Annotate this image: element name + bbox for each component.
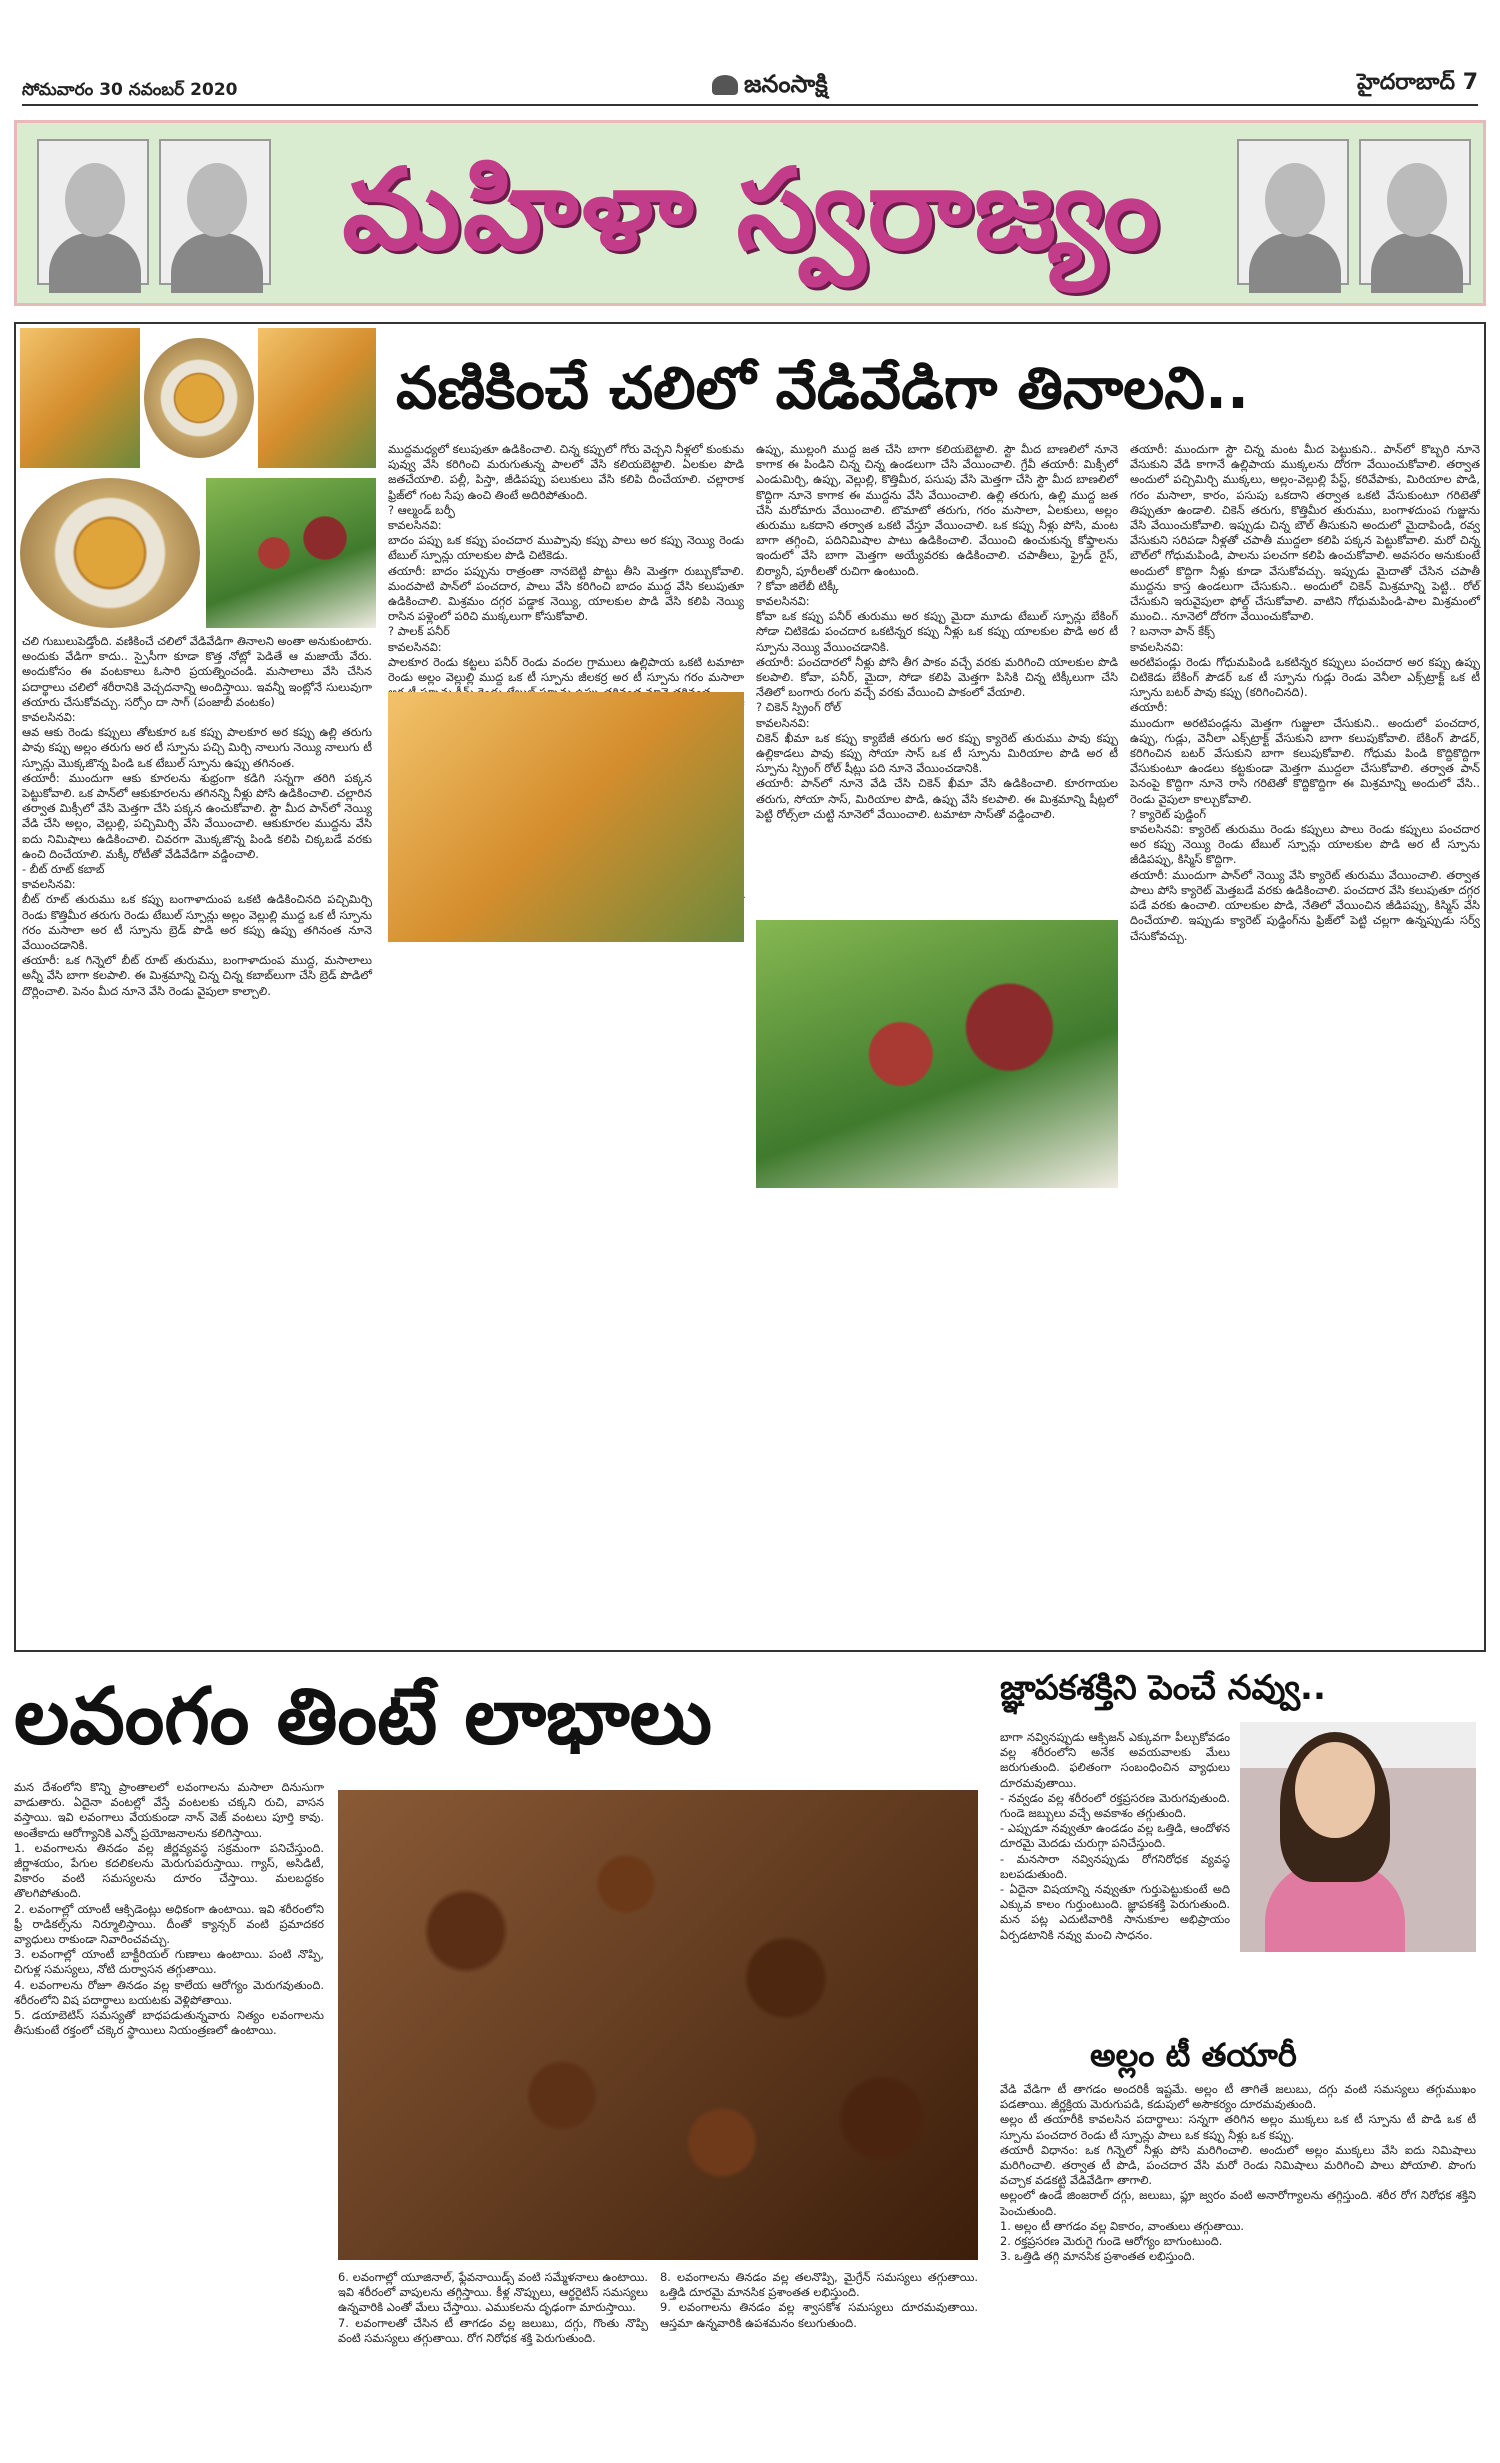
recipe-photo-kebab-salad [756,920,1118,1188]
article-column-3: ఉప్పు, ముల్లంగి ముద్ద జత చేసి బాగా కలియబెట్టాలి. స్టౌ మీద బాణలిలో నూనె కాగాక ఈ పిండిని చిన్న చిన్న ఉండలుగా చేసి వేయించాలి. గ్రేవీ తయారీ: మిక్సీలో ఎండుమిర్చి, ఉప్పు, వెల్లుల్లి, కొత్తిమీర, పసుపు వేసి మెత్తగా చేసి స్టౌ మీద బాణలిలో కొద్దిగా నూనె కాగాక ఈ ముద్దను వేసి వేయించాలి. ఉల్లి తరుగు, ఉల్లి ముద్ద జత చేసి మరోమారు వేయించాలి. టొమాటో తరుగు, గరం మసాలా, ఏలకులు, అల్లం తురుము ఒకదాని తర్వాత ఒకటి వేస్తూ వేయించాలి. ఒక కప్పు నీళ్లు పోసి, మంట బాగా తగ్గించి, పదినిమిషాల పాటు ఉడికించాలి. వేయించి ఉంచుకున్న కోఫ్తాలను ఇందులో వేసి బాగా మెత్తగా అయ్యేవరకు ఉడికించాలి. చపాతీలు, ఫ్రైడ్ రైస్, బిర్యానీ, పూరీలతో రుచిగా ఉంటుంది. ? కోవా జిలేబీ టిక్కీ కావలసినవి: కోవా ఒక కప్పు పనీర్ తురుము అర కప్పు మైదా మూడు టేబుల్ స్పూన్లు బేకింగ్ సోడా చిటికెడు పంచదార ఒకటిన్నర కప్పు నీళ్లు ఒక కప్పు యాలకుల పొడి అర టీ స్పూను నెయ్యి వేయించడానికి. తయారీ: పంచదారలో నీళ్లు పోసి తీగ పాకం వచ్చే వరకు మరిగించి యాలకుల పొడి కలపాలి. కోవా, పనీర్, మైదా, సోడా కలిపి మెత్తగా పిసికి చిన్న టిక్కీలుగా చేసి నేతిలో బంగారు రంగు వచ్చే వరకు వేయించి పాకంలో వేయాలి. ? చికెన్ స్ప్రింగ్ రోల్ కావలసినవి: చికెన్ ఖీమా ఒక కప్పు క్యాబేజీ తరుగు అర కప్పు క్యారెట్ తురుము పావు కప్పు ఉల్లికాడలు పావు కప్పు సోయా సాస్ ఒక టీ స్పూను మిరియాల పొడి అర టీ స్పూను స్ప్రింగ్ రోల్ షీట్లు పది నూనె వేయించడానికి. తయారీ: పాన్‌లో నూనె వేడి చేసి చికెన్ ఖీమా వేసి ఉడికించాలి. కూరగాయల తరుగు, సోయా సాస్, మిరియాల పొడి, ఉప్పు వేసి కలపాలి. ఈ మిశ్రమాన్ని షీట్లలో పెట్టి రోల్స్‌లా చుట్టి నూనెలో వేయించాలి. టమాటా సాస్‌తో వడ్డించాలి. [756,442,1118,821]
article-laughter-headline: జ్ఞాపకశక్తిని పెంచే నవ్వు.. [1000,1668,1326,1708]
article-column-2-text: ముద్దమధ్యలో కలుపుతూ ఉడికించాలి. చిన్న కప్పులో గోరు వెచ్చని నీళ్లలో కుంకుమ పువ్వు వేసి కరిగించి మరుగుతున్న పాలలో వేసి కలియబెట్టాలి. ఏలకుల పొడి జతచేయాలి. పల్లీ, పిస్తా, జీడిపప్పు పలుకులు వేసి కలిపి దించేయాలి. చల్లారాక ఫ్రిజ్‌లో గంట సేపు ఉంచి తింటే అదిరిపోతుంది. ? ఆల్మండ్ బర్ఫీ కావలసినవి: బాదం పప్పు ఒక కప్పు పంచదార ముప్పావు కప్పు పాలు అర కప్పు నెయ్యి రెండు టేబుల్ స్పూన్లు యాలకుల పొడి చిటికెడు. తయారీ: బాదం పప్పును రాత్రంతా నానబెట్టి పొట్టు తీసి మెత్తగా రుబ్బుకోవాలి. మందపాటి పాన్‌లో పంచదార, పాలు వేసి కరిగించి బాదం ముద్ద వేసి కలుపుతూ ఉడికించాలి. మిశ్రమం దగ్గర పడ్డాక నెయ్యి, యాలకుల పొడి వేసి కలిపి నెయ్యి రాసిన పళ్లెంలో పరిచి ముక్కలుగా కోసుకోవాలి. ? పాలక్ పనీర్ కావలసినవి: పాలకూర రెండు కట్టలు పనీర్ రెండు వందల గ్రాములు ఉల్లిపాయ ఒకటి టమాటా రెండు అల్లం వెల్లుల్లి ముద్ద ఒక టీ స్పూను జీలకర్ర అర టీ స్పూను గరం మసాలా [388,442,744,685]
article-clove-headline: లవంగం తింటే లాభాలు [14,1672,712,1762]
article-column-1: చలి గుబులుపెడ్తోంది. వణికించే చలిలో వేడివేడిగా తినాలని అంతా అనుకుంటారు. అందుకు వేడిగా కాదు.. స్పైసీగా కూడా కొత్త నోట్లో పెడితే ఆ మజాయే వేరు. అందుకోసం ఈ వంటకాలు ఓసారి ప్రయత్నించండి. మసాలాలు వేసి చేసిన పదార్థాలు చలిలో శరీరానికి వెచ్చదనాన్ని అందిస్తాయి. ఇవన్నీ ఇంట్లోనే సులువుగా తయారు చేసుకోవచ్చు. సర్సోం దా సాగ్ (పంజాబీ వంటకం) కావలసినవి: ఆవ ఆకు రెండు కప్పులు తోటకూర ఒక కప్పు పాలకూర అర కప్పు ఉల్లి తరుగు పావు కప్పు అల్లం తరుగు అర టీ స్పూను పచ్చి మిర్చి నాలుగు నెయ్యి నాలుగు టీ స్పూన్లు మొక్కజొన్న పిండి ఒక టేబుల్ స్పూను ఉప్పు తగినంత. తయారీ: ముందుగా ఆకు కూరలను శుభ్రంగా కడిగి సన్నగా తరిగి పక్కన పెట్టుకోవాలి. ఒక పాన్‌లో ఆకుకూరలను తగినన్ని నీళ్లు పోసి ఉడికించాలి. చల్లారిన తర్వాత మిక్సీలో వేసి మెత్తగా చేసి పక్కన ఉంచుకోవాలి. స్టౌ మీద పాన్‌లో నెయ్యి వేడి చేసి అల్లం, వెల్లుల్లి, పచ్చిమిర్చి వేసి వేయించాలి. ఆకుకూరల ముద్దను వేసి ఐదు నిమిషాలు ఉడికించాలి. చివరగా మొక్కజొన్న పిండి కలిపి చిక్కబడే వరకు ఉంచి దించేయాలి. మక్కీ రోటీతో వేడివేడిగా వడ్డించాలి. - బీట్ రూట్ కబాబ్ కావలసినవి: బీట్ రూట్ తురుము ఒక కప్పు బంగాళాదుంప ఒకటి ఉడికించినది పచ్చిమిర్చి రెండు కొత్తిమీర తరుగు రెండు టేబుల్ స్పూన్లు అల్లం వెల్లుల్లి ముద్ద ఒక టీ స్పూను గరం మసాలా అర టీ స్పూను బ్రెడ్ పొడి అర కప్పు ఉప్పు తగినంత నూనె వేయించడానికి. తయారీ: ఒక గిన్నెలో బీట్ రూట్ తురుము, బంగాళాదుంప ముద్ద, మసాలాలు అన్నీ వేసి బాగా కలపాలి. ఈ మిశ్రమాన్ని చిన్న చిన్న కబాబ్‌లుగా చేసి బ్రెడ్ పొడిలో దొర్లించాలి. పెనం మీద నూనె వేసి రెండు వైపులా కాల్చాలి. [22,634,372,998]
portrait-3 [1237,139,1349,285]
banner-title: మహిళా స్వరాజ్యం [342,144,1162,275]
page-header [22,62,1478,106]
article-clove-column-2: 6. లవంగాల్లో యూజినాల్, ఫ్లేవనాయిడ్స్ వంటి సమ్మేళనాలు ఉంటాయి. ఇవి శరీరంలో వాపులను తగ్గిస్తాయి. కీళ్ల నొప్పులు, ఆర్థరైటిస్ సమస్యలు ఉన్నవారికి ఎంతో మేలు చేస్తాయి. ఎముకలను దృఢంగా మారుస్తాయి. 7. లవంగాలతో చేసిన టీ తాగడం వల్ల జలుబు, దగ్గు, గొంతు నొప్పి వంటి సమస్యలు తగ్గుతాయి. రోగ నిరోధక శక్తి పెరుగుతుంది. [338,2270,648,2345]
clove-photo [338,1790,978,2260]
portrait-1 [37,139,149,285]
article-column-3-bottom [756,1196,1118,1646]
article-column-2-bottom [388,952,744,1646]
article-headline: వణికించే చలిలో వేడివేడిగా తినాలని.. [396,354,1250,422]
article-ginger-tea-body: వేడి వేడిగా టీ తాగడం అందరికీ ఇష్టమే. అల్లం టీ తాగితే జలుబు, దగ్గు వంటి సమస్యలు తగ్గుముఖం పడతాయి. జీర్ణక్రియ మెరుగుపడి, కడుపులో అసౌకర్యం దూరమవుతుంది. అల్లం టీ తయారీకి కావలసిన పదార్థాలు: సన్నగా తరిగిన అల్లం ముక్కలు ఒక టీ స్పూను టీ పొడి ఒక టీ స్పూను పంచదార రెండు టీ స్పూన్లు పాలు ఒక కప్పు నీళ్లు ఒక కప్పు. తయారీ విధానం: ఒక గిన్నెలో నీళ్లు పోసి మరిగించాలి. అందులో అల్లం ముక్కలు వేసి ఐదు నిమిషాలు మరిగించాలి. తర్వాత టీ పొడి, పంచదార వేసి మరో రెండు నిమిషాలు మరిగించి పాలు పోయాలి. పొంగు వచ్చాక వడకట్టి వేడివేడిగా తాగాలి. అల్లంలో ఉండే జింజరాల్ దగ్గు, జలుబు, ఫ్లూ జ్వరం వంటి అనారోగ్యాలను తగ్గిస్తుంది. శరీర రోగ నిరోధక శక్తిని పెంచుతుంది. 1. అల్లం టీ తాగడం వల్ల వికారం, వాంతులు తగ్గుతాయి. 2. రక్తప్రసరణ మెరుగై గుండె ఆరోగ్యం బాగుంటుంది. 3. ఒత్తిడి తగ్గి మానసిక ప్రశాంతత లభిస్తుంది. [1000,2082,1476,2264]
masthead-logo-icon [712,75,738,95]
smiling-woman-photo [1240,1722,1476,1952]
portrait-2 [159,139,271,285]
article-laughter-body: బాగా నవ్వినప్పుడు ఆక్సిజన్ ఎక్కువగా పీల్చుకోవడం వల్ల శరీరంలోని అనేక అవయవాలకు మేలు జరుగుతుంది. ఫలితంగా సంబంధించిన వ్యాధులు దూరమవుతాయి. - నవ్వడం వల్ల శరీరంలో రక్తప్రసరణ మెరుగవుతుంది. గుండె జబ్బులు వచ్చే అవకాశం తగ్గుతుంది. - ఎప్పుడూ నవ్వుతూ ఉండడం వల్ల ఒత్తిడి, ఆందోళన దూరమై మెదడు చురుగ్గా పనిచేస్తుంది. - మనసారా నవ్వినప్పుడు రోగనిరోధక వ్యవస్థ బలపడుతుంది. - ఏదైనా విషయాన్ని నవ్వుతూ గుర్తుపెట్టుకుంటే అది ఎక్కువ కాలం గుర్తుంటుంది. జ్ఞాపకశక్తి పెరుగుతుంది. మన పట్ల ఎదుటివారికి సానుకూల అభిప్రాయం ఏర్పడటానికి నవ్వు మంచి సాధనం. [1000,1730,1230,1942]
edition-city-name: హైదరాబాద్ [1357,70,1456,95]
article-ginger-tea-headline: అల్లం టీ తయారీ [1090,2036,1297,2074]
issue-date: సోమవారం 30 నవంబర్ 2020 [22,80,238,100]
article-winter-recipes [14,322,1486,1652]
article-clove-column-1: మన దేశంలోని కొన్ని ప్రాంతాలలో లవంగాలను మసాలా దినుసుగా వాడుతారు. ఏదైనా వంటల్లో వేస్తే వంటలకు చక్కని రుచి, వాసన వస్తాయి. ఇవి లవంగాలు వేయకుండా నాన్ వెజ్ వంటలు పూర్తి కావు. అంతేకాదు ఆరోగ్యానికి ఎన్నో ప్రయోజనాలను కలిగిస్తాయి. 1. లవంగాలను తినడం వల్ల జీర్ణవ్యవస్థ సక్రమంగా పనిచేస్తుంది. జీర్ణాశయం, పేగుల కదలికలను మెరుగుపరుస్తాయి. గ్యాస్, అసిడిటీ, వికారం వంటి సమస్యలను దూరం చేస్తాయి. మలబద్ధకం తొలగిపోతుంది. 2. లవంగాల్లో యాంటీ ఆక్సిడెంట్లు అధికంగా ఉంటాయి. ఇవి శరీరంలోని ఫ్రీ రాడికల్స్‌ను నిర్మూలిస్తాయి. దీంతో క్యాన్సర్ వంటి ప్రమాదకర వ్యాధులు రాకుండా నివారించవచ్చు. 3. లవంగాల్లో యాంటీ బాక్టీరియల్ గుణాలు ఉంటాయి. పంటి నొప్పి, చిగుళ్ల సమస్యలు, నోటి దుర్వాసన తగ్గుతాయి. 4. లవంగాలను రోజూ తినడం వల్ల కాలేయ ఆరోగ్యం మెరుగవుతుంది. శరీరంలోని విష పదార్థాలు బయటకు వెళ్లిపోతాయి. 5. డయాబెటిస్ సమస్యతో బాధపడుతున్నవారు నిత్యం లవంగాలను తీసుకుంటే రక్తంలో చక్కెర స్థాయిలు నియంత్రణలో ఉంటాయి. [14,1780,324,2038]
edition-city [1357,70,1478,100]
masthead [712,70,828,104]
section-banner [14,120,1486,306]
portrait-4 [1359,139,1471,285]
recipe-photo-collage [20,328,376,628]
recipe-photo-flatbread [388,692,744,942]
article-clove-column-3: 8. లవంగాలను తినడం వల్ల తలనొప్పి, మైగ్రేన్ సమస్యలు తగ్గుతాయి. ఒత్తిడి దూరమై మానసిక ప్రశాంతత లభిస్తుంది. 9. లవంగాలను తినడం వల్ల శ్వాసకోశ సమస్యలు దూరమవుతాయి. ఆస్తమా ఉన్నవారికి ఉపశమనం కలుగుతుంది. [660,2270,978,2330]
masthead-name: జనంసాక్షి [744,70,828,98]
article-column-4: తయారీ: ముందుగా స్టౌ చిన్న మంట మీద పెట్టుకుని.. పాన్‌లో కొబ్బరి నూనె వేసుకుని వేడి కాగానే ఉల్లిపాయ ముక్కలను దోరగా వేయించుకోవాలి. తర్వాత అందులో పచ్చిమిర్చి ముక్కలు, అల్లం-వెల్లుల్లి పేస్ట్, కరివేపాకు, మిరియాల పొడి, గరం మసాలా, కారం, పసుపు ఒకదాని తర్వాత ఒకటి వేసుకుంటూ గరిటెతో తిప్పుతూ ఉండాలి. చికెన్ తరుగు, కొత్తిమీర తురుము, బంగాళదుంప గుజ్జును వేసి వేయించుకోవాలి. ఇప్పుడు చిన్న బౌల్ తీసుకుని అందులో మైదాపిండి, రవ్వ వేసుకుని సరిపడా నీళ్లతో చపాతీ ముద్దలా కలిపి పక్కన పెట్టుకోవాలి. మరో చిన్న బౌల్‌లో గోధుమపిండి, పాలను పలచగా కలిపి ఉంచుకోవాలి. అవసరం అనుకుంటే అందులో కొద్దిగా నీళ్లు కూడా వేసుకోవచ్చు. ఇప్పుడు మైదాతో చేసిన చపాతీ ముద్దను కాస్త ఉండలుగా చేసుకుని.. అందులో చికెన్ మిశ్రమాన్ని పెట్టి.. రోల్ చేసుకుని ఇరువైపులా ఫోల్డ్ చేసుకోవాలి. వాటిని గోధుమపిండి-పాల మిశ్రమంలో ముంచి.. నూనెలో దోరగా వేయించుకోవాలి. ? బనానా పాన్ కేక్స్ కావలసినవి: అరటిపండ్లు రెండు గోధుమపిండి ఒకటిన్నర కప్పులు పంచదార అర కప్పు ఉప్పు చిటికెడు బేకింగ్ పౌడర్ ఒక టీ స్పూను గుడ్లు రెండు వెనీలా ఎక్స్‌ట్రాక్ట్ ఒక టీ స్పూను బటర్ పావు కప్పు (కరిగించినది). తయారీ: ముందుగా అరటిపండ్లను మెత్తగా గుజ్జులా చేసుకుని.. అందులో పంచదార, ఉప్పు, గుడ్లు, వెనీలా ఎక్స్‌ట్రాక్ట్ వేసుకుని బాగా కలుపుకోవాలి. బేకింగ్ పౌడర్, కరిగించిన బటర్ వేసుకుని బాగా కలుపుకోవాలి. గోధుమ పిండి కొద్దికొద్దిగా వేసుకుంటూ ఉండలు కట్టకుండా మెత్తగా ముద్దలా చేసుకోవాలి. తర్వాత పాన్ పెనంపై కొద్దిగా నూనె రాసి గరిటెతో కొద్దికొద్దిగా ఈ మిశ్రమాన్ని అందులో వేసి.. రెండు వైపులా కాల్చుకోవాలి. ? క్యారెట్ పుడ్డింగ్ కావలసినవి: క్యారెట్ తురుము రెండు కప్పులు పాలు రెండు కప్పులు పంచదార అర కప్పు నెయ్యి రెండు టేబుల్ స్పూన్లు యాలకుల పొడి అర టీ స్పూను జీడిపప్పు, కిస్మిస్ కొద్దిగా. తయారీ: ముందుగా పాన్‌లో నెయ్యి వేసి క్యారెట్ తురుము వేయించాలి. తర్వాత పాలు పోసి క్యారెట్ మెత్తబడే వరకు ఉడికించాలి. పంచదార వేసి కలుపుతూ దగ్గర పడే వరకు ఉంచాలి. యాలకుల పొడి, నేతిలో వేయించిన జీడిపప్పు, కిస్మిస్ వేసి దించేయాలి. ఇప్పుడు క్యారెట్ పుడ్డింగ్‌ను ఫ్రిజ్‌లో పెట్టి చల్లగా ఉన్నప్పుడు సర్వ్ చేసుకోవచ్చు. [1130,442,1480,943]
article-column-2-top [388,442,744,685]
page-number: 7 [1462,70,1478,95]
